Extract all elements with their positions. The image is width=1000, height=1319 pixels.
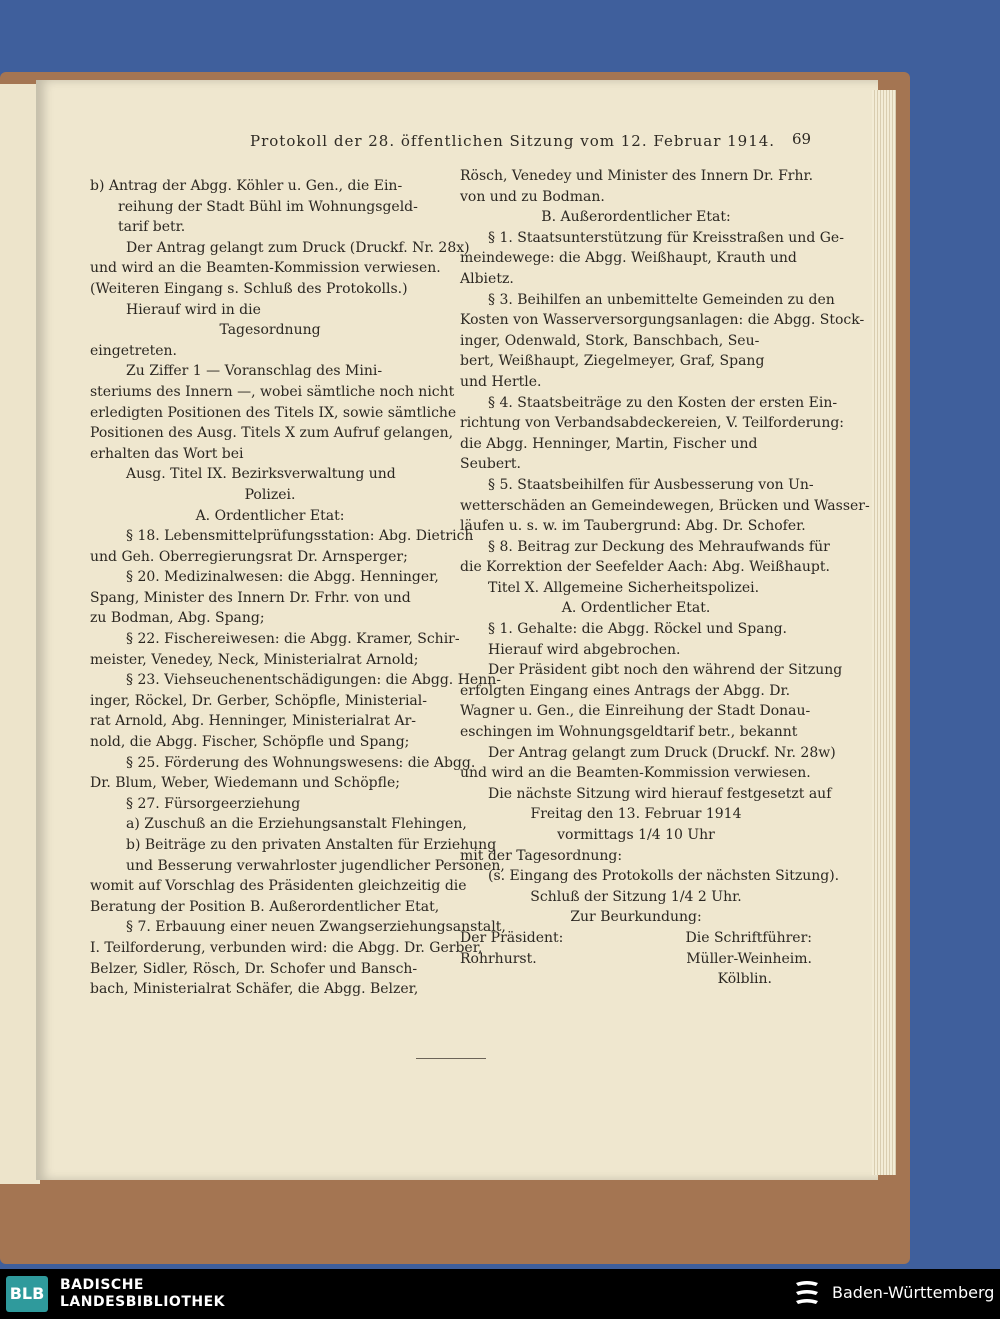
text-line: inger, Röckel, Dr. Gerber, Schöpfle, Ministerial- (90, 692, 427, 709)
text-line: reihung der Stadt Bühl im Wohnungsgeld- (118, 198, 418, 215)
text-line: Zu Ziffer 1 — Voranschlag des Mini- (126, 363, 383, 380)
text-line: und wird an die Beamten-Kommission verwiesen. (90, 260, 441, 277)
text-line: und Besserung verwahrloster jugendlicher Personen, (126, 857, 505, 874)
section-heading: Tagesordnung (219, 322, 321, 339)
text-line: § 18. Lebensmittelprüfungsstation: Abg. Dietrich (126, 528, 474, 545)
text-line: § 3. Beihilfen an unbemittelte Gemeinden zu den (488, 291, 835, 308)
text-line: Kosten von Wasserversorgungsanlagen: die Abgg. Stock- (460, 312, 865, 329)
text-line: Hierauf wird abgebrochen. (488, 641, 681, 658)
text-line: Albietz. (460, 270, 514, 287)
text-line: Freitag den 13. Februar 1914 (530, 806, 742, 823)
text-line: Der Antrag gelangt zum Druck (Druckf. Nr. 28x) (126, 239, 470, 256)
coat-of-arms-icon (792, 1277, 822, 1311)
page-edges (872, 90, 896, 1175)
text-line: inger, Odenwald, Stork, Banschbach, Seu- (460, 332, 760, 349)
section-heading: A. Ordentlicher Etat. (561, 600, 711, 617)
library-name-line2: LANDESBIBLIOTHEK (60, 1294, 226, 1310)
text-line: von und zu Bodman. (460, 188, 605, 205)
blb-logo[interactable]: BLB (6, 1276, 48, 1312)
section-heading: B. Außerordentlicher Etat: (541, 209, 731, 226)
text-line: § 27. Fürsorgeerziehung (126, 795, 301, 812)
text-line: bach, Ministerialrat Schäfer, die Abgg. Belzer, (90, 981, 419, 998)
text-line: b) Antrag der Abgg. Köhler u. Gen., die Ein- (90, 178, 403, 194)
text-line: läufen u. s. w. im Taubergrund: Abg. Dr. Schofer. (460, 518, 806, 535)
signature-name: Kölblin. (717, 971, 772, 988)
text-line: eingetreten. (90, 342, 178, 359)
section-heading: Ausg. Titel IX. Bezirksverwaltung und (126, 466, 396, 483)
section-heading: Polizei. (244, 486, 296, 503)
text-line: rat Arnold, Abg. Henninger, Ministerialrat Ar- (90, 713, 417, 730)
right-column (460, 166, 870, 990)
signature-name: Müller-Weinheim. (686, 950, 812, 967)
text-line: Seubert. (460, 456, 521, 473)
text-line: erhalten das Wort bei (90, 445, 244, 462)
text-line: § 20. Medizinalwesen: die Abgg. Henninger, (126, 569, 439, 586)
section-heading: A. Ordentlicher Etat: (195, 507, 345, 524)
text-line: nold, die Abgg. Fischer, Schöpfle und Spang; (90, 734, 410, 751)
text-line: Dr. Blum, Weber, Wiedemann und Schöpfle; (90, 775, 400, 792)
text-line: (Weiteren Eingang s. Schluß des Protokolls.) (90, 280, 408, 297)
left-page-edge (0, 84, 40, 1184)
text-line: mit der Tagesordnung: (460, 847, 623, 864)
text-line: § 7. Erbauung einer neuen Zwangserziehungsanstalt, (126, 919, 506, 936)
text-line: und Hertle. (460, 373, 542, 390)
text-line: eschingen im Wohnungsgeldtarif betr., bekannt (460, 724, 798, 741)
divider (416, 1058, 486, 1059)
text-line: Spang, Minister des Innern Dr. Frhr. von und (90, 589, 411, 606)
signature-row (460, 969, 812, 990)
text-line: bert, Weißhaupt, Ziegelmeyer, Graf, Spang (460, 353, 765, 370)
text-line: meister, Venedey, Neck, Ministerialrat Arnold; (90, 651, 419, 668)
text-line: vormittags 1/4 10 Uhr (557, 827, 715, 843)
text-line: § 23. Viehseuchenentschädigungen: die Abgg. Henn- (126, 672, 501, 689)
text-line: zu Bodman, Abg. Spang; (90, 610, 265, 627)
text-line: tarif betr. (118, 219, 186, 236)
text-line: und wird an die Beamten-Kommission verwiesen. (460, 765, 811, 782)
section-heading: Titel X. Allgemeine Sicherheitspolizei. (488, 579, 760, 596)
text-line: Der Antrag gelangt zum Druck (Druckf. Nr. 28w) (488, 744, 836, 761)
text-line: a) Zuschuß an die Erziehungsanstalt Flehingen, (126, 816, 467, 833)
text-line: steriums des Innern —, wobei sämtliche noch nicht (90, 383, 455, 400)
text-line: womit auf Vorschlag des Präsidenten gleichzeitig die (90, 878, 467, 895)
signature-name: Rohrhurst. (460, 950, 537, 967)
signature-row (460, 949, 812, 970)
text-line: § 1. Gehalte: die Abgg. Röckel und Spang. (488, 621, 787, 638)
text-line: wetterschäden an Gemeindewegen, Brücken und Wasser- (460, 497, 870, 514)
text-line: Belzer, Sidler, Rösch, Dr. Schofer und Bansch- (90, 960, 418, 977)
text-line: meindewege: die Abgg. Weißhaupt, Krauth und (460, 250, 797, 267)
page-number: 69 (792, 130, 812, 148)
text-line: Hierauf wird in die (126, 301, 261, 318)
text-line: Wagner u. Gen., die Einreihung der Stadt Donau- (460, 703, 811, 720)
text-line: die Abgg. Henninger, Martin, Fischer und (460, 435, 758, 452)
page-header: Protokoll der 28. öffentlichen Sitzung vom 12. Februar 1914. (250, 132, 776, 150)
library-name[interactable] (60, 1277, 225, 1311)
text-line: Der Präsident gibt noch den während der Sitzung (488, 662, 843, 679)
text-line: Die nächste Sitzung wird hierauf festgesetzt auf (488, 785, 832, 802)
text-line: erledigten Positionen des Titels IX, sowie sämtliche (90, 404, 457, 421)
text-line: Beratung der Position B. Außerordentlicher Etat, (90, 898, 440, 915)
text-line: § 25. Förderung des Wohnungswesens: die Abgg. (126, 754, 476, 771)
text-line: § 5. Staatsbeihilfen für Ausbesserung von Un- (488, 476, 814, 493)
section-heading: Zur Beurkundung: (570, 909, 702, 926)
library-name-line1: BADISCHE (60, 1277, 144, 1293)
text-line: und Geh. Oberregierungsrat Dr. Arnsperger; (90, 548, 408, 565)
text-line: Rösch, Venedey und Minister des Innern Dr. Frhr. (460, 168, 814, 184)
text-line: § 1. Staatsunterstützung für Kreisstraßen und Ge- (488, 229, 844, 246)
state-name[interactable]: Baden-Württemberg (832, 1283, 995, 1302)
text-line: die Korrektion der Seefelder Aach: Abg. Weißhaupt. (460, 559, 830, 576)
signature-row (460, 928, 812, 949)
text-line: § 22. Fischereiwesen: die Abgg. Kramer, Schir- (126, 631, 460, 648)
footer-bar (0, 1269, 1000, 1319)
text-line: erfolgten Eingang eines Antrags der Abgg. Dr. (460, 682, 791, 699)
text-line: b) Beiträge zu den privaten Anstalten für Erziehung (126, 837, 497, 853)
text-line: Positionen des Ausg. Titels X zum Aufruf gelangen, (90, 425, 454, 442)
text-line: § 8. Beitrag zur Deckung des Mehraufwands für (488, 538, 830, 555)
text-line: § 4. Staatsbeiträge zu den Kosten der ersten Ein- (488, 394, 838, 411)
signature-role: Die Schriftführer: (685, 929, 812, 946)
signature-role: Der Präsident: (460, 929, 564, 946)
text-line: Schluß der Sitzung 1/4 2 Uhr. (530, 888, 742, 905)
text-line: richtung von Verbandsabdeckereien, V. Teilforderung: (460, 415, 845, 432)
text-line: I. Teilforderung, verbunden wird: die Abgg. Dr. Gerber, (90, 939, 483, 956)
text-line: (s. Eingang des Protokolls der nächsten Sitzung). (488, 868, 840, 885)
